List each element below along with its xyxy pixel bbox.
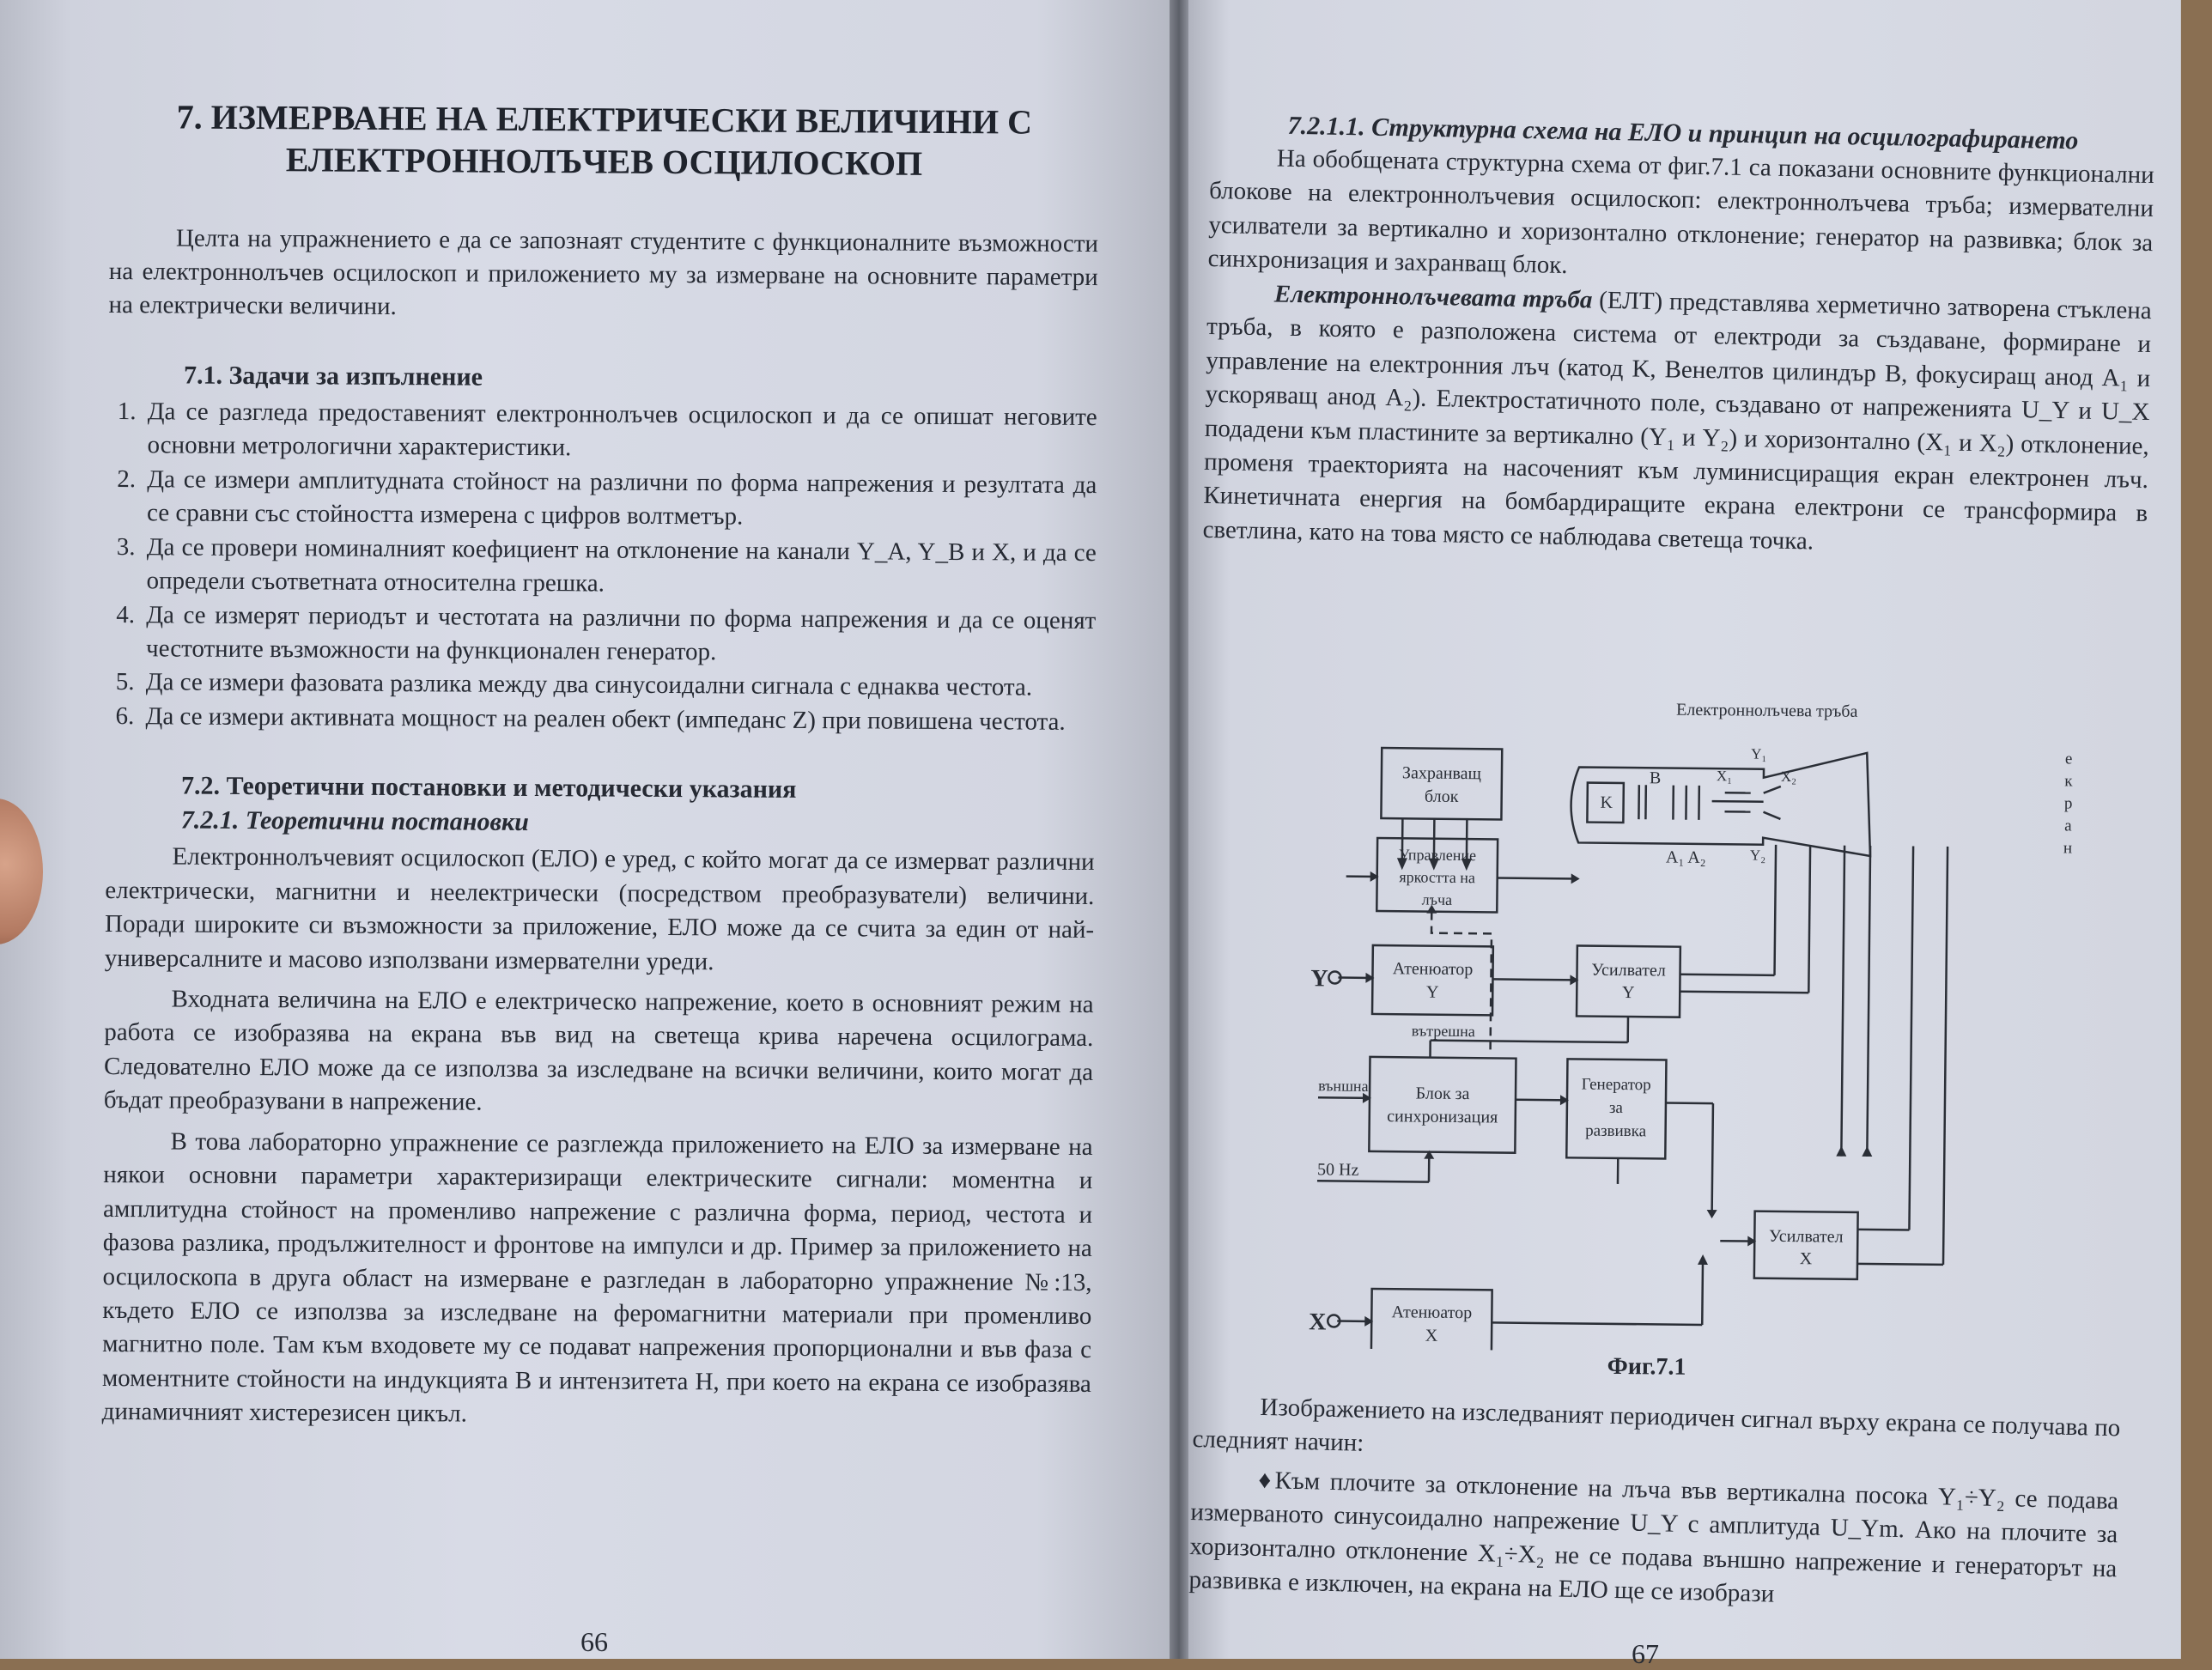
- crt-term: Електроннолъчевата тръба: [1274, 280, 1593, 313]
- gen-label-1: Генератор: [1582, 1075, 1651, 1094]
- oscilloscope-block-diagram: [1290, 687, 2087, 1382]
- block-diagram-svg: [1290, 687, 2087, 1357]
- theory-paragraph-3: В това лабораторно упражнение се разглежда приложението на ЕЛО за измерване на някои основни параметри характеризиращи електрическите сигнали: моментна и амплитудна стойност на променливо напрежение с различна форма, период, честота и фазова разлика, продължителност и фронтове на импулси и др. Пример за приложението на осцилоскопа в друга област на измерване е разгледан в лабораторно упражнение №:13, където ЕЛО се използва за изследване на феромагнитни материали при променливо магнитно поле. Там към входовете му се подават напрежения пропорционални и във фаза с моментните стойности на индукцията B и интензитета H, при което на екрана се изобразява динамичният хистерезисен цикъл.: [102, 1125, 1093, 1436]
- amp-x-label-1: Усилвател: [1769, 1227, 1844, 1247]
- tasks-list: [106, 395, 1097, 739]
- task-item: 6. Да се измери активната мощност на реален обект (импеданс Z) при повишена честота.: [140, 700, 1095, 739]
- amp-y-label-1: Усилвател: [1591, 961, 1666, 981]
- crt-description: (ЕЛТ) представлява херметично затворена стъклена тръба, в която е разположена система от електроди за създаване, формиране и управление на електронния лъч (катод K, Венелтов цилиндър B, фокусиращ анод A₁ и ускоряващ анод A₂). Електростатичното поле, създавано от напреженията U_Y и U_X подадени към пластините за вертикално (Y₁ и Y₂) и хоризонтално (X₁ и X₂) отклонение, променя траекторията на насоченият към луминисциращия екран електронен лъч. Кинетичната енергия на бомбардиращите екрана електрони се трансформира в светлина, като на това място се наблюдава светеща точка.: [1202, 286, 2152, 555]
- right-bottom-text: [1188, 1389, 2121, 1620]
- x-input-label: X: [1309, 1309, 1327, 1335]
- chapter-title-line1: 7. ИЗМЕРВАНЕ НА ЕЛЕКТРИЧЕСКИ ВЕЛИЧИНИ С: [177, 97, 1032, 141]
- y2-label: Y₂: [1750, 847, 1765, 864]
- svg-text:е: е: [2065, 750, 2073, 768]
- crt-paragraph: [1202, 276, 2152, 566]
- theory-subheading: 7.2.1. Теоретични постановки: [181, 806, 1095, 841]
- svg-text:р: р: [2064, 794, 2073, 812]
- image-paragraph: Изображението на изследваният периодичен сигнал върху екрана се получава по следният начин:: [1192, 1389, 2121, 1479]
- y1-label: Y₁: [1751, 746, 1766, 762]
- figure-caption: Фиг.7.1: [1607, 1353, 1686, 1382]
- theory-paragraph-2: Входната величина на ЕЛО е електрическо напрежение, което в основният режим на работа се изобразява на екрана във вид на светеща крива наречена осцилограма. Следователно ЕЛО може да се използва за изследване на всички величини, които могат да бъдат преобразувани в напрежение.: [104, 982, 1094, 1124]
- left-page-number: 66: [580, 1626, 608, 1658]
- att-x-block: [1371, 1289, 1492, 1357]
- left-column: [102, 96, 1099, 1436]
- svg-text:к: к: [2064, 772, 2073, 790]
- brightness-label-2: яркостта на: [1399, 868, 1475, 886]
- crt-label: Електроннолъчева тръба: [1676, 701, 1858, 721]
- svg-text:а: а: [2064, 817, 2072, 835]
- task-item: 4. Да се измерят периодът и честотата на различни по форма напрежения и да се оценят честотните възможности на функционален генератор.: [141, 598, 1096, 672]
- structure-paragraph: На обобщената структурна схема от фиг.7.1 са показани основните функционални блокове на електроннолъчевия осцилоскоп: електроннолъчева тръба; измервателни усилватели за вертикално и хоризонтално отклонение; генератор на развивка; блок за синхронизация и захранващ блок.: [1207, 141, 2154, 295]
- att-x-label-2: X: [1425, 1327, 1438, 1345]
- screen-label-vertical: [2063, 750, 2074, 857]
- task-item: 1. Да се разгледа предоставеният електроннолъчев осцилоскоп и да се опишат неговите основни метрологични характеристики.: [142, 395, 1097, 469]
- plates-paragraph: ♦Към плочите за отклонение на лъча във вертикална посока Y₁÷Y₂ се подава измерваното синусоидално напрежение U_Y с амплитуда U_Ym. Ако на плочите за хоризонтално отклонение X₁÷X₂ не се подава външно напрежение и генераторът на развивка е изключен, на екрана на ЕЛО ще се изобрази: [1188, 1462, 2119, 1620]
- task-item: 2. Да се измери амплитудната стойност на различни по форма напрежения и резултата да се сравни със стойността измерена с цифров волтметър.: [142, 463, 1097, 537]
- sync-label-1: Блок за: [1416, 1084, 1470, 1103]
- chapter-title: [109, 96, 1099, 186]
- book-gutter: [1170, 0, 1188, 1659]
- task-item: 3. Да се провери номиналният коефициент на отклонение на канали Y_A, Y_B и X, и да се определи съответната относителна грешка.: [141, 531, 1096, 604]
- power-label-1: Захранващ: [1402, 763, 1481, 783]
- sync-block: [1369, 1057, 1516, 1153]
- amp-x-label-2: X: [1800, 1249, 1813, 1268]
- x1-label: X₁: [1717, 768, 1732, 784]
- section-heading: 7.2.1.1. Структурна схема на ЕЛО и принцип на осцилографирането: [1287, 112, 2154, 157]
- gen-label-3: развивка: [1585, 1122, 1647, 1141]
- hz-label: 50 Hz: [1317, 1160, 1359, 1180]
- internal-label: вътрешна: [1412, 1022, 1475, 1040]
- gen-label-2: за: [1609, 1099, 1624, 1117]
- att-x-label-1: Атенюатор: [1391, 1303, 1472, 1322]
- amp-y-block: [1577, 945, 1680, 1017]
- cathode-label: K: [1600, 793, 1613, 812]
- y-input-label: Y: [1310, 965, 1328, 992]
- theory-paragraph-1: Електроннолъчевият осцилоскоп (ЕЛО) е уред, с който могат да се измерват различни електрически, магнитни и неелектрически (посредством преобразуватели) величини. Поради широките си възможности за приложение, ЕЛО може да се счита за един от най-универсалните и масово използвани измервателни уреди.: [105, 840, 1095, 981]
- external-label: външна: [1318, 1077, 1369, 1095]
- power-label-2: блок: [1425, 787, 1459, 806]
- svg-text:н: н: [2063, 839, 2072, 857]
- amp-y-label-2: Y: [1622, 983, 1635, 1002]
- att-y-block: [1372, 945, 1493, 1015]
- power-block: [1381, 748, 1502, 819]
- att-y-label-2: Y: [1426, 983, 1439, 1002]
- task-item: 5. Да се измери фазовата разлика между два синусоидални сигнала с еднаква честота.: [141, 666, 1096, 706]
- crt-outline: [1571, 750, 1871, 856]
- brightness-label-1: Управление: [1399, 846, 1476, 864]
- brightness-label-3: лъча: [1422, 891, 1453, 908]
- sync-label-2: синхронизация: [1387, 1107, 1498, 1126]
- tasks-heading: 7.1. Задачи за изпълнение: [184, 361, 1097, 395]
- anode-label: A₁ A₂: [1666, 848, 1706, 867]
- theory-heading: 7.2. Теоретични постановки и методически указания: [181, 772, 1095, 806]
- intro-paragraph: Целта на упражнението е да се запознаят студентите с функционалните възможности на електроннолъчев осцилоскоп и приложението му за измерване на основните параметри на електрически величини.: [108, 222, 1098, 329]
- right-page-number: 67: [1632, 1638, 1659, 1670]
- right-column: [1202, 110, 2155, 565]
- x2-label: X₂: [1781, 768, 1796, 785]
- att-y-label-1: Атенюатор: [1393, 959, 1474, 979]
- wehnelt-label: B: [1650, 768, 1662, 787]
- chapter-title-line2: ЕЛЕКТРОННОЛЪЧЕВ ОСЦИЛОСКОП: [286, 140, 923, 183]
